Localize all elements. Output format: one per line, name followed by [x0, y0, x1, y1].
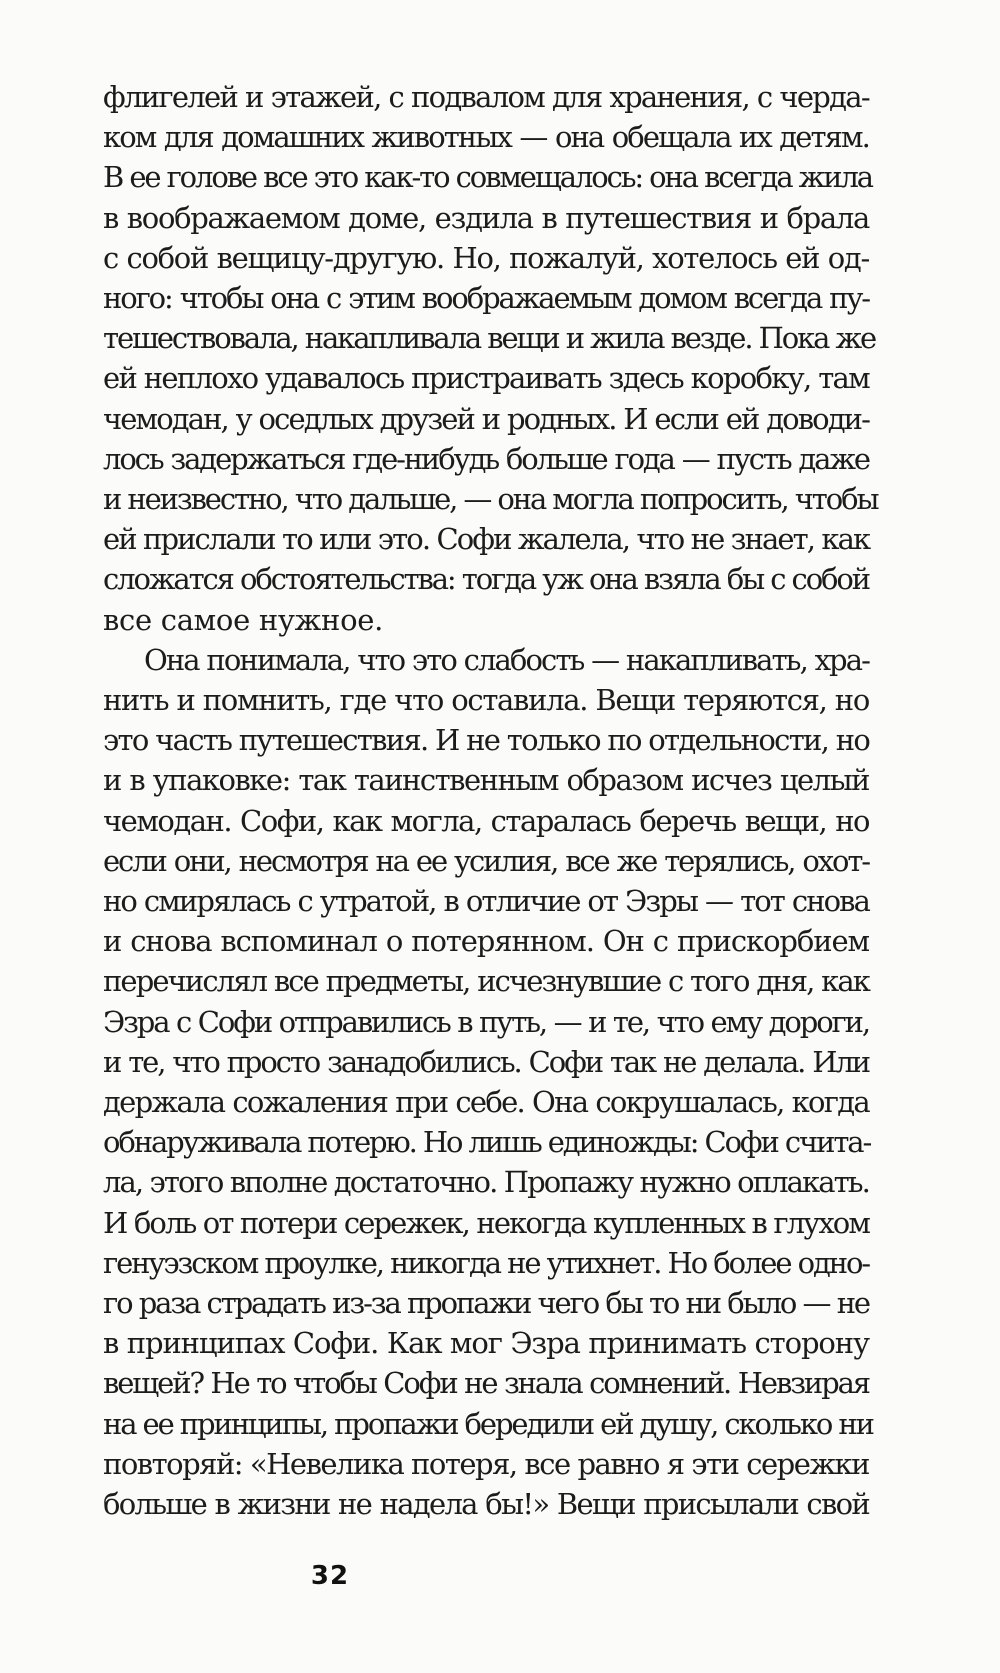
text-line-12: ей прислали то или это. Софи жалела, что не знает, как [103, 522, 870, 556]
text-line-26: держала сожаления при себе. Она сокрушалась, когда [103, 1085, 869, 1119]
text-line-31: го раза страдать из-за пропажи чего бы то ни было — не [103, 1286, 869, 1320]
text-line-3: В ее голове все это как-то совмещалось: она всегда жила [103, 160, 872, 194]
text-line-33: вещей? Не то чтобы Софи не знала сомнений. Невзирая [103, 1366, 869, 1400]
text-line-23: перечислял все предметы, исчезнувшие с того дня, как [103, 964, 869, 998]
text-line-14: все самое нужное. [103, 603, 384, 637]
page-number: 32 [310, 1561, 350, 1591]
text-line-17: это часть путешествия. И не только по отдельности, но [103, 723, 870, 757]
text-line-29: И боль от потери сережек, некогда купленных в глухом [103, 1206, 869, 1240]
text-line-8: ей неплохо удавалось пристраивать здесь коробку, там [103, 361, 869, 395]
text-line-16: нить и помнить, где что оставила. Вещи теряются, но [103, 683, 869, 717]
text-line-6: ного: чтобы она с этим воображаемым домом всегда пу- [103, 281, 869, 315]
text-line-7: тешествовала, накапливала вещи и жила везде. Пока же [103, 321, 876, 355]
text-line-9: чемодан, у оседлых друзей и родных. И если ей доводи- [103, 402, 869, 436]
text-line-10: лось задержаться где-нибудь больше года — пусть даже [103, 442, 869, 476]
text-line-11: и неизвестно, что дальше, — она могла попросить, чтобы [103, 482, 878, 516]
text-line-15: Она понимала, что это слабость — накапливать, хра- [144, 643, 869, 677]
text-line-34: на ее принципы, пропажи бередили ей душу, сколько ни [103, 1407, 873, 1441]
text-line-4: в воображаемом доме, ездила в путешествия и брала [103, 201, 869, 235]
text-line-27: обнаруживала потерю. Но лишь единожды: Софи счита- [103, 1125, 871, 1159]
text-line-30: генуэзском проулке, никогда не утихнет. Но более одно- [103, 1246, 869, 1280]
text-line-25: и те, что просто занадобились. Софи так не делала. Или [103, 1045, 869, 1079]
text-line-2: ком для домашних животных — она обещала их детям. [103, 120, 869, 154]
text-line-13: сложатся обстоятельства: тогда уж она взяла бы с собой [103, 562, 869, 596]
text-line-19: чемодан. Софи, как могла, старалась беречь вещи, но [103, 804, 869, 838]
text-line-22: и снова вспоминал о потерянном. Он с прискорбием [103, 924, 869, 958]
text-line-24: Эзра с Софи отправились в путь, — и те, что ему дороги, [103, 1005, 869, 1039]
text-line-32: в принципах Софи. Как мог Эзра принимать сторону [103, 1326, 869, 1360]
text-line-28: ла, этого вполне достаточно. Пропажу нужно оплакать. [103, 1165, 869, 1199]
text-line-36: больше в жизни не надела бы!» Вещи присылали свой [103, 1487, 869, 1521]
text-line-1: флигелей и этажей, с подвалом для хранения, с черда- [103, 80, 869, 114]
text-line-20: если они, несмотря на ее усилия, все же терялись, охот- [103, 844, 869, 878]
text-line-18: и в упаковке: так таинственным образом исчез целый [103, 763, 869, 797]
text-line-35: повторяй: «Невелика потеря, все равно я эти сережки [103, 1447, 869, 1481]
text-line-5: с собой вещицу-другую. Но, пожалуй, хотелось ей од- [103, 241, 869, 275]
text-line-21: но смирялась с утратой, в отличие от Эзры — тот снова [103, 884, 869, 918]
